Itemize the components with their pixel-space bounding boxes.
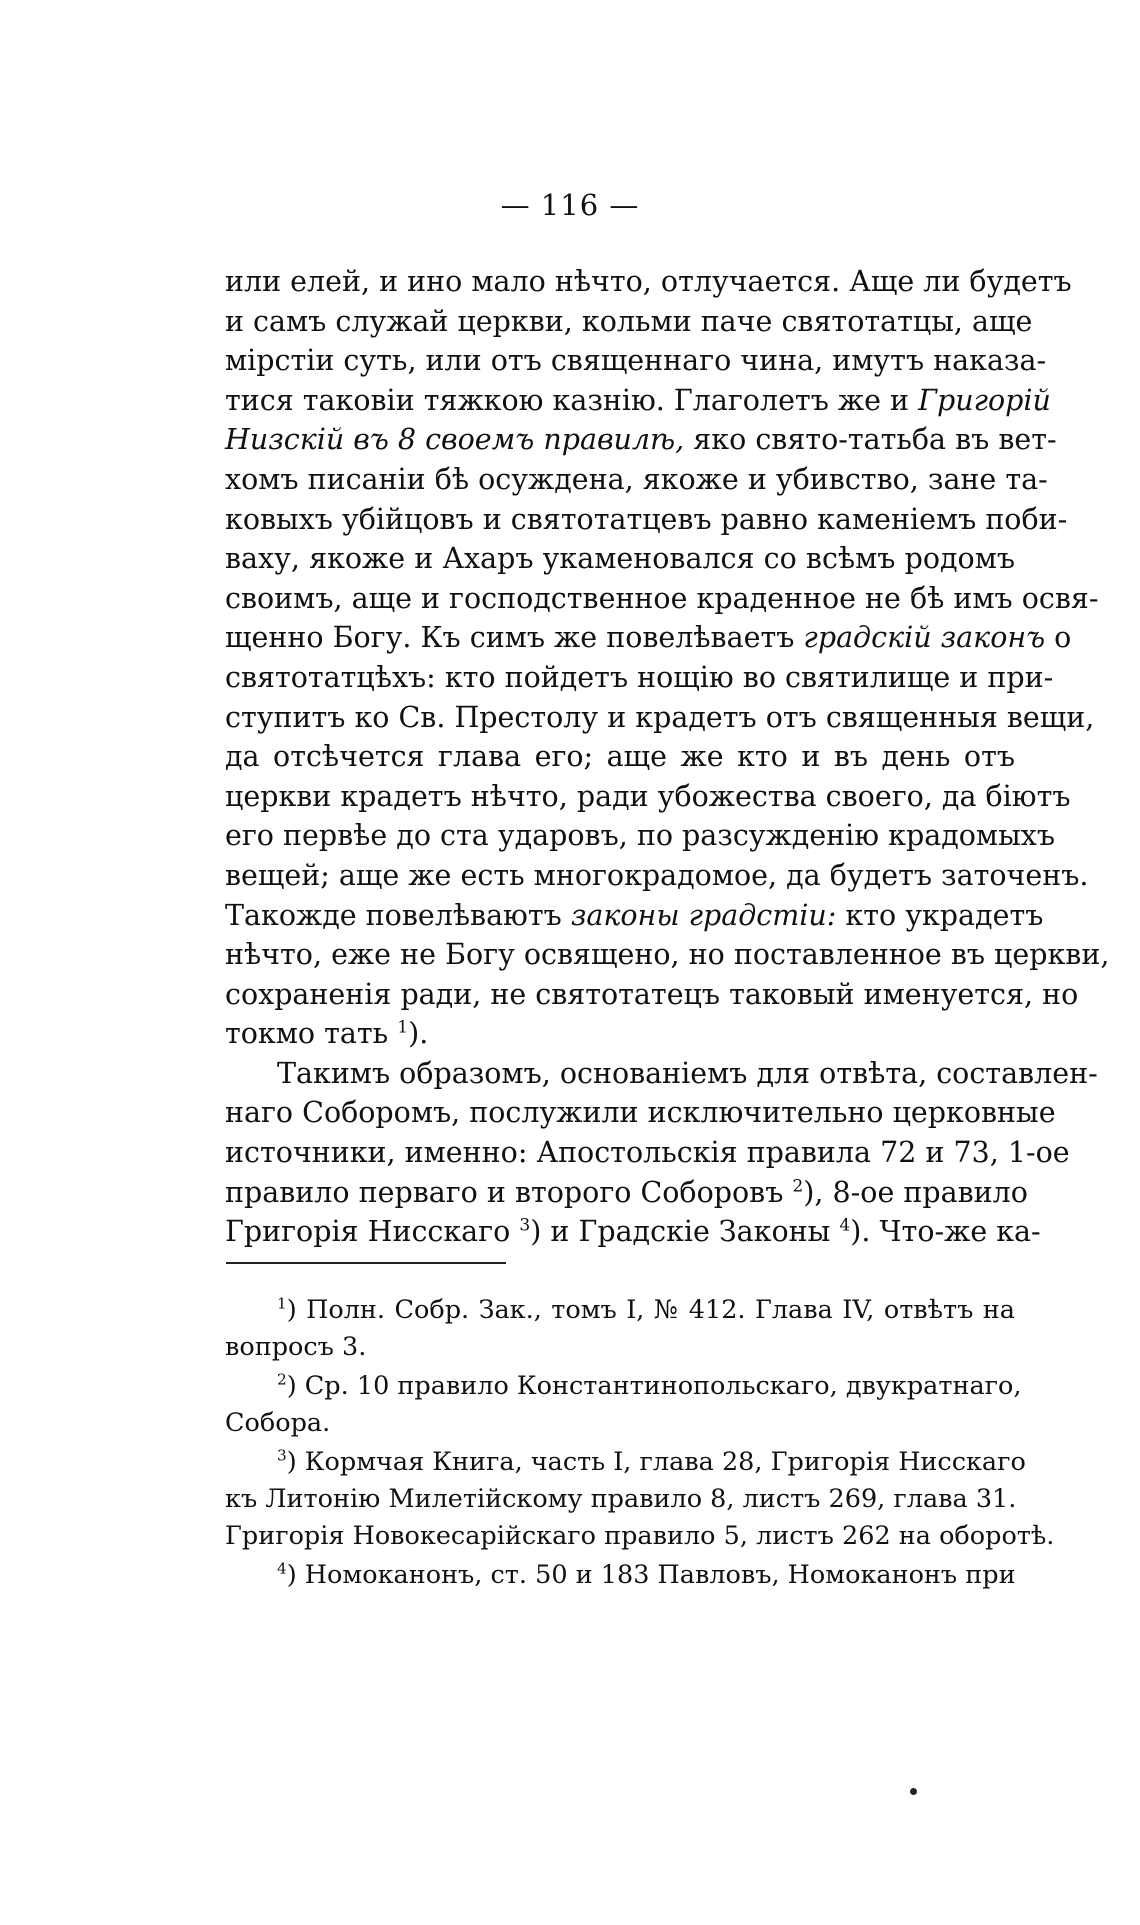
text-line — [225, 737, 1015, 777]
footnote-line — [225, 1518, 1055, 1555]
text-span: о — [1045, 621, 1072, 655]
text-span: ), 8-ое правило — [803, 1175, 1028, 1209]
italic-reference: законы градстіи: — [570, 898, 837, 932]
text-line — [225, 975, 1079, 1015]
footnote-text: вопросъ 3. — [225, 1332, 367, 1362]
text-line — [225, 1054, 1098, 1094]
footnote-3 — [225, 1444, 1055, 1555]
text-span: ступитъ ко Св. Престолу и крадетъ отъ священныя вещи, — [225, 700, 1095, 734]
text-span: церкви крадетъ нѣчто, ради убожества своего, да біютъ — [225, 779, 1071, 813]
text-span: святотатцѣхъ: кто пойдетъ нощію во святилище и при- — [225, 660, 1054, 694]
text-line — [225, 856, 1089, 896]
text-span: его первѣе до ста ударовъ, по разсужденію крадомыхъ — [225, 819, 1055, 853]
text-span: правило перваго и второго Соборовъ — [225, 1175, 793, 1209]
footnote-line — [225, 1292, 1015, 1329]
text-line — [225, 1093, 1056, 1133]
text-line — [225, 381, 1051, 421]
text-line — [225, 1014, 1015, 1054]
text-span: ). — [408, 1017, 429, 1051]
footnote-text: Собора. — [225, 1408, 331, 1438]
text-line — [225, 896, 1044, 936]
ink-dot — [910, 1788, 917, 1795]
footnote-text: Номоканонъ, ст. 50 и 183 Павловъ, Номоканонъ при — [304, 1560, 1016, 1590]
footnote-text: Кормчая Книга, часть I, глава 28, Григорія Нисскаго — [304, 1447, 1026, 1477]
footnote-paren: ) — [286, 1447, 305, 1477]
text-line — [225, 341, 1047, 381]
text-span: Григорія Нисскаго — [225, 1215, 520, 1249]
footnote-number: 4 — [277, 1559, 287, 1578]
text-span: ). Что-же ка- — [850, 1215, 1041, 1249]
footnote-text: къ Литонію Милетійскому правило 8, листъ 269, глава 31. — [225, 1484, 1017, 1514]
text-line — [225, 579, 1099, 619]
footnote-line — [225, 1329, 1015, 1366]
footnote-marker: 1 — [397, 1017, 409, 1038]
footnotes — [225, 1292, 1055, 1596]
footnote-line — [225, 1481, 1015, 1518]
text-line — [225, 618, 1072, 658]
text-line — [225, 539, 1015, 579]
footnote-line — [225, 1405, 1015, 1442]
text-span: тися таковіи тяжкою казнію. Глаголетъ же и — [225, 383, 919, 417]
footnote-number: 2 — [277, 1370, 287, 1389]
text-span: наго Соборомъ, послужили исключительно церковные — [225, 1096, 1056, 1130]
text-span: мірстіи суть, или отъ священнаго чина, имутъ наказа- — [225, 344, 1047, 378]
text-span: да отсѣчется глава его; аще же кто и въ день отъ — [225, 740, 1015, 774]
text-span: ковыхъ убійцовъ и святотатцевъ равно каменіемъ поби- — [225, 502, 1068, 536]
italic-reference: градскій законъ — [803, 621, 1046, 655]
text-span: ваху, якоже и Ахаръ укаменовался со всѣмъ родомъ — [225, 542, 1015, 576]
text-span: кто украдетъ — [836, 898, 1044, 932]
page-number: — 116 — — [500, 188, 640, 222]
text-span: ) и Градскіе Законы — [530, 1215, 840, 1249]
text-span: щенно Богу. Къ симъ же повелѣваетъ — [225, 621, 804, 655]
text-span: нѣчто, еже не Богу освящено, но поставленное въ церкви, — [225, 938, 1110, 972]
footnote-4 — [225, 1557, 1015, 1594]
footnote-paren: ) — [286, 1295, 307, 1325]
main-text — [225, 262, 1110, 1252]
footnote-line — [225, 1444, 1026, 1481]
italic-reference: Григорій — [918, 383, 1051, 417]
text-line — [225, 1173, 1028, 1213]
text-line — [225, 1133, 1070, 1173]
footnote-line — [225, 1557, 1015, 1594]
text-span: источники, именно: Апостольскія правила 72 и 73, 1-ое — [225, 1136, 1070, 1170]
text-span: хомъ писаніи бѣ осуждена, якоже и убивство, зане та- — [225, 462, 1048, 496]
footnote-number: 3 — [277, 1446, 287, 1465]
footnote-text: Ср. 10 правило Константинопольскаго, двукратнаго, — [304, 1371, 1022, 1401]
footnote-1 — [225, 1292, 1015, 1366]
footnote-number: 1 — [277, 1294, 287, 1313]
footnote-line — [225, 1368, 1022, 1405]
text-line — [225, 460, 1048, 500]
footnote-separator — [226, 1262, 506, 1264]
text-line — [225, 1212, 1041, 1252]
footnote-paren: ) — [286, 1560, 305, 1590]
footnote-marker: 2 — [792, 1176, 804, 1197]
text-span: вещей; аще же есть многокрадомое, да будетъ заточенъ. — [225, 858, 1089, 892]
text-line — [225, 658, 1054, 698]
footnote-paren: ) — [286, 1371, 305, 1401]
footnote-marker: 3 — [519, 1215, 531, 1236]
italic-reference: Низскій въ 8 своемъ правилѣ, — [225, 423, 685, 457]
text-span: Такимъ образомъ, основаніемъ для отвѣта, составлен- — [277, 1056, 1098, 1090]
footnote-text: Григорія Новокесарійскаго правило 5, листъ 262 на оборотѣ. — [225, 1521, 1055, 1551]
text-span: сохраненія ради, не святотатецъ таковый именуется, но — [225, 977, 1079, 1011]
footnote-marker: 4 — [839, 1215, 851, 1236]
text-line — [225, 777, 1071, 817]
text-span: или елей, и ино мало нѣчто, отлучается. Аще ли будетъ — [225, 265, 1072, 298]
text-line — [225, 935, 1110, 975]
text-span: своимъ, аще и господственное краденное не бѣ имъ освя- — [225, 581, 1099, 615]
text-line — [225, 816, 1055, 856]
text-span: Такожде повелѣваютъ — [225, 898, 571, 932]
text-span: токмо тать — [225, 1017, 398, 1051]
text-span: яко свято-татьба въ вет- — [684, 423, 1057, 457]
text-line — [225, 420, 1057, 460]
text-line — [225, 262, 1072, 302]
footnote-2 — [225, 1368, 1022, 1442]
text-line — [225, 302, 1033, 342]
footnote-text: Полн. Собр. Зак., томъ I, № 412. Глава IV, отвѣтъ на — [306, 1295, 1016, 1325]
text-line — [225, 698, 1095, 738]
text-span: и самъ служай церкви, кольми паче святотатцы, аще — [225, 304, 1033, 338]
text-line — [225, 500, 1068, 540]
